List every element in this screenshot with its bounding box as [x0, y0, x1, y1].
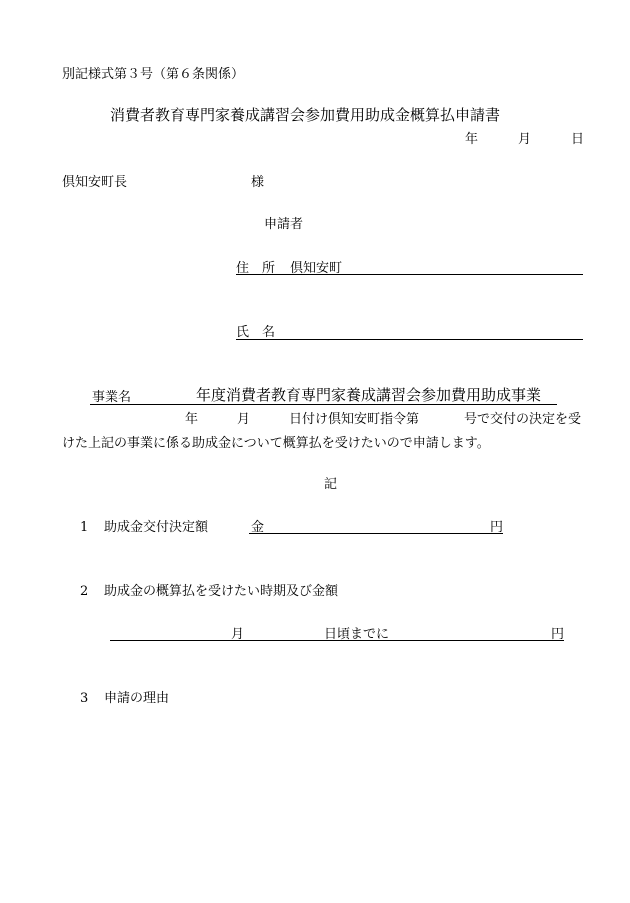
name-underline: [236, 339, 583, 340]
item-2-yen: 円: [551, 627, 565, 642]
body-month: 月: [237, 412, 251, 427]
date-month: 月: [518, 132, 532, 147]
address-value: 倶知安町: [290, 261, 343, 276]
item-2-month: 月: [231, 627, 245, 642]
item-1-number: 1: [80, 520, 89, 535]
body-year: 年: [185, 412, 199, 427]
item-2-underline: [110, 640, 564, 641]
item-1-amount-underline: [249, 533, 503, 534]
item-1-amount-prefix: 金: [251, 520, 265, 535]
applicant-heading: 申請者: [264, 217, 304, 232]
business-label: 事業名: [92, 390, 132, 405]
item-1-amount-suffix: 円: [490, 520, 504, 535]
business-underline: [90, 404, 557, 405]
business-value: 年度消費者教育専門家養成講習会参加費用助成事業: [196, 386, 542, 404]
addressee-name: 倶知安町長: [62, 175, 128, 190]
name-label: 氏 名: [236, 325, 276, 340]
document-title: 消費者教育専門家養成講習会参加費用助成金概算払申請書: [110, 106, 501, 124]
body-day-prefix: 日付け倶知安町指令第: [289, 412, 420, 427]
date-year: 年: [465, 132, 479, 147]
item-3-number: 3: [80, 691, 89, 706]
item-3-label: 申請の理由: [104, 691, 170, 706]
date-day: 日: [571, 132, 585, 147]
addressee-honorific: 様: [251, 175, 265, 190]
item-2-day-by: 日頃までに: [324, 627, 390, 642]
item-2-label: 助成金の概算払を受けたい時期及び金額: [104, 584, 339, 599]
address-underline: [236, 274, 583, 275]
item-1-label: 助成金交付決定額: [104, 520, 209, 535]
ki-label: 記: [324, 477, 338, 492]
form-number: 別記様式第３号（第６条関係）: [62, 67, 245, 82]
address-label: 住 所: [236, 261, 276, 276]
body-number-suffix: 号で交付の決定を受: [464, 412, 582, 427]
body-line-2: けた上記の事業に係る助成金について概算払を受けたいので申請します。: [62, 436, 490, 451]
item-2-number: 2: [80, 584, 89, 599]
